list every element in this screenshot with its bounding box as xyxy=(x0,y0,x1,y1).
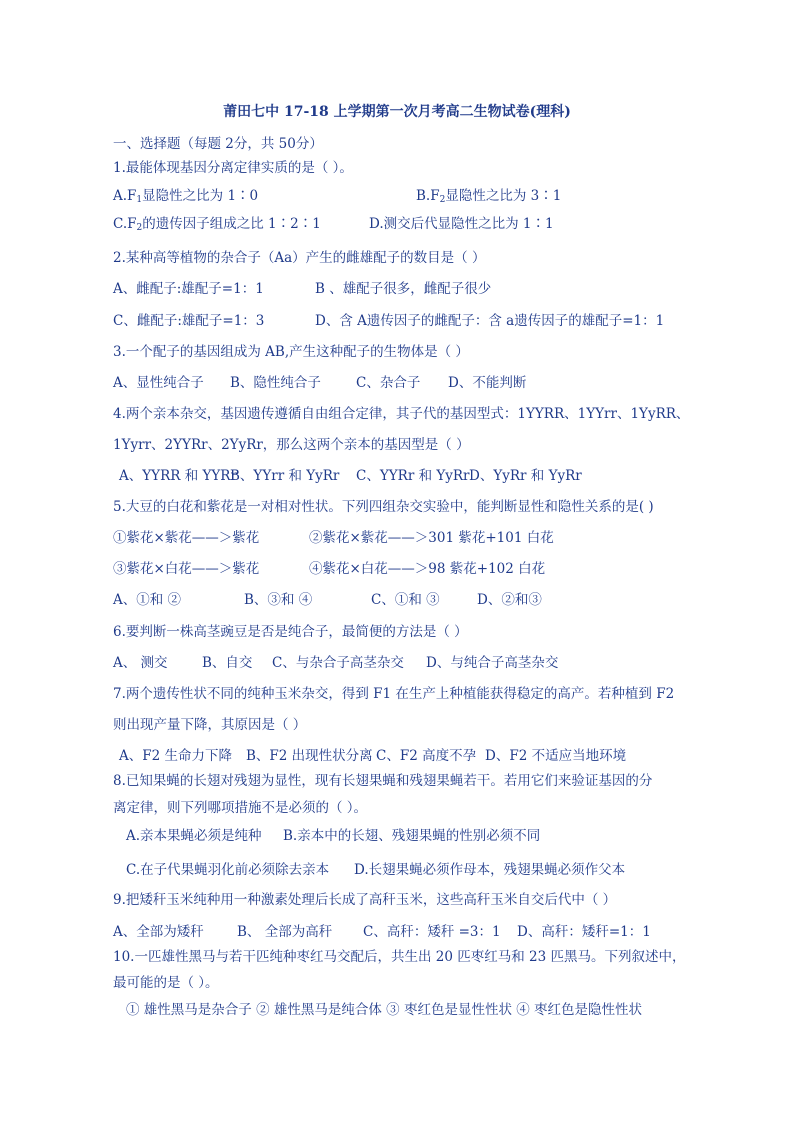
option-c: C、高秆：矮秆 =3：1 xyxy=(363,924,501,940)
option-a: A、显性纯合子 xyxy=(113,375,204,391)
option-d: D.长翅果蝇必须作母本，残翅果蝇必须作父本 xyxy=(354,862,626,878)
option-d: D、YyRr 和 YyRr xyxy=(469,468,582,484)
question-1-stem: 1.最能体现基因分离定律实质的是（ ）。 xyxy=(113,160,353,176)
option-a: A、F2 生命力下降 xyxy=(119,748,232,764)
experiment-2: ②紫花×紫花——＞301 紫花+101 白花 xyxy=(309,530,554,546)
question-6-stem: 6.要判断一株高茎豌豆是否是纯合子，最简便的方法是（ ） xyxy=(113,624,468,640)
option-a: $A.F_1$显隐性之比为 1∶0 xyxy=(113,188,259,205)
question-7-stem-line2: 则出现产量下降，其原因是（ ） xyxy=(113,717,307,733)
experiment-3: ③紫花×白花——＞紫花 xyxy=(113,561,260,577)
question-10-stem-line1: 10.一匹雄性黑马与若干匹纯种枣红马交配后，共生出 20 匹枣红马和 23 匹黑马。下列叙述中， xyxy=(113,949,686,965)
option-d: D.测交后代显隐性之比为 1∶1 xyxy=(369,216,554,232)
question-8-stem-line2: 离定律，则下列哪项措施不是必须的（ ）。 xyxy=(113,800,368,816)
option-a: A、雌配子:雄配子=1：1 xyxy=(113,281,264,297)
option-a: A、全部为矮秆 xyxy=(113,924,204,940)
option-a: A、①和 ② xyxy=(113,592,182,608)
option-c: C、与杂合子高茎杂交 xyxy=(272,655,404,671)
option-b: B、③和 ④ xyxy=(244,592,313,608)
question-3-stem: 3.一个配子的基因组成为 AB,产生这种配子的生物体是（ ） xyxy=(113,344,469,360)
option-b: $B.F_2$显隐性之比为 3∶1 xyxy=(416,188,562,205)
page-title: 莆田七中 17-18 上学期第一次月考高二生物试卷(理科) xyxy=(223,104,571,120)
question-5-stem: 5.大豆的白花和紫花是一对相对性状。下列四组杂交实验中，能判断显性和隐性关系的是( ) xyxy=(113,499,654,515)
question-2-stem: 2.某种高等植物的杂合子（Aa）产生的雌雄配子的数目是（ ） xyxy=(113,250,486,266)
option-b: B、隐性纯合子 xyxy=(230,375,321,391)
option-c: C、YYRr 和 YyRr xyxy=(356,468,470,484)
experiment-1: ①紫花×紫花——＞紫花 xyxy=(113,530,260,546)
option-d: D、含 A遗传因子的雌配子：含 a遗传因子的雄配子=1：1 xyxy=(315,313,665,329)
section-heading: 一、选择题（每题 2分，共 50分） xyxy=(113,136,323,152)
question-4-stem-line2: 1Yyrr、2YYRr、2YyRr，那么这两个亲本的基因型是（ ） xyxy=(113,437,470,453)
question-8-stem-line1: 8.已知果蝇的长翅对残翅为显性，现有长翅果蝇和残翅果蝇若干。若用它们来验证基因的分 xyxy=(113,773,653,789)
experiment-4: ④紫花×白花——＞98 紫花+102 白花 xyxy=(309,561,546,577)
option-c: C、F2 高度不孕 xyxy=(376,748,477,764)
question-7-stem-line1: 7.两个遗传性状不同的纯种玉米杂交，得到 F1 在生产上种植能获得稳定的高产。若种植到 F2 xyxy=(113,686,675,702)
option-c: C、杂合子 xyxy=(356,375,421,391)
option-c: $C.F_2$的遗传因子组成之比 1∶2∶1 xyxy=(113,216,321,233)
option-a: A、YYRR 和 YYRr xyxy=(119,468,237,484)
option-d: D、高秆：矮秆=1：1 xyxy=(517,924,651,940)
question-10-statements: ① 雄性黑马是杂合子 ② 雄性黑马是纯合体 ③ 枣红色是显性性状 ④ 枣红色是隐性性状 xyxy=(126,1002,643,1018)
option-c: C、①和 ③ xyxy=(371,592,440,608)
option-d: D、不能判断 xyxy=(448,375,527,391)
option-b: B 、雄配子很多，雌配子很少 xyxy=(315,281,492,297)
question-4-stem-line1: 4.两个亲本杂交，基因遗传遵循自由组合定律，其子代的基因型式：1YYRR、1YYrr、1YyRR、 xyxy=(113,406,690,422)
question-10-stem-line2: 最可能的是（ ）。 xyxy=(113,975,219,991)
question-9-stem: 9.把矮秆玉米纯种用一种激素处理后长成了高秆玉米，这些高秆玉米自交后代中（ ） xyxy=(113,892,617,908)
option-b: B、 全部为高秆 xyxy=(237,924,333,940)
option-c: C.在子代果蝇羽化前必须除去亲本 xyxy=(126,862,330,878)
option-b: B.亲本中的长翅、残翅果蝇的性别必须不同 xyxy=(283,828,541,844)
option-b: B、F2 出现性状分离 xyxy=(246,748,373,764)
option-b: B、YYrr 和 YyRr xyxy=(230,468,340,484)
option-d: D、②和③ xyxy=(477,592,542,608)
option-a: A.亲本果蝇必须是纯种 xyxy=(126,828,262,844)
option-d: D、与纯合子高茎杂交 xyxy=(426,655,559,671)
option-a: A、 测交 xyxy=(113,655,168,671)
option-b: B、自交 xyxy=(202,655,253,671)
option-c: C、雌配子:雄配子=1：3 xyxy=(113,313,265,329)
option-d: D、F2 不适应当地环境 xyxy=(485,748,627,764)
